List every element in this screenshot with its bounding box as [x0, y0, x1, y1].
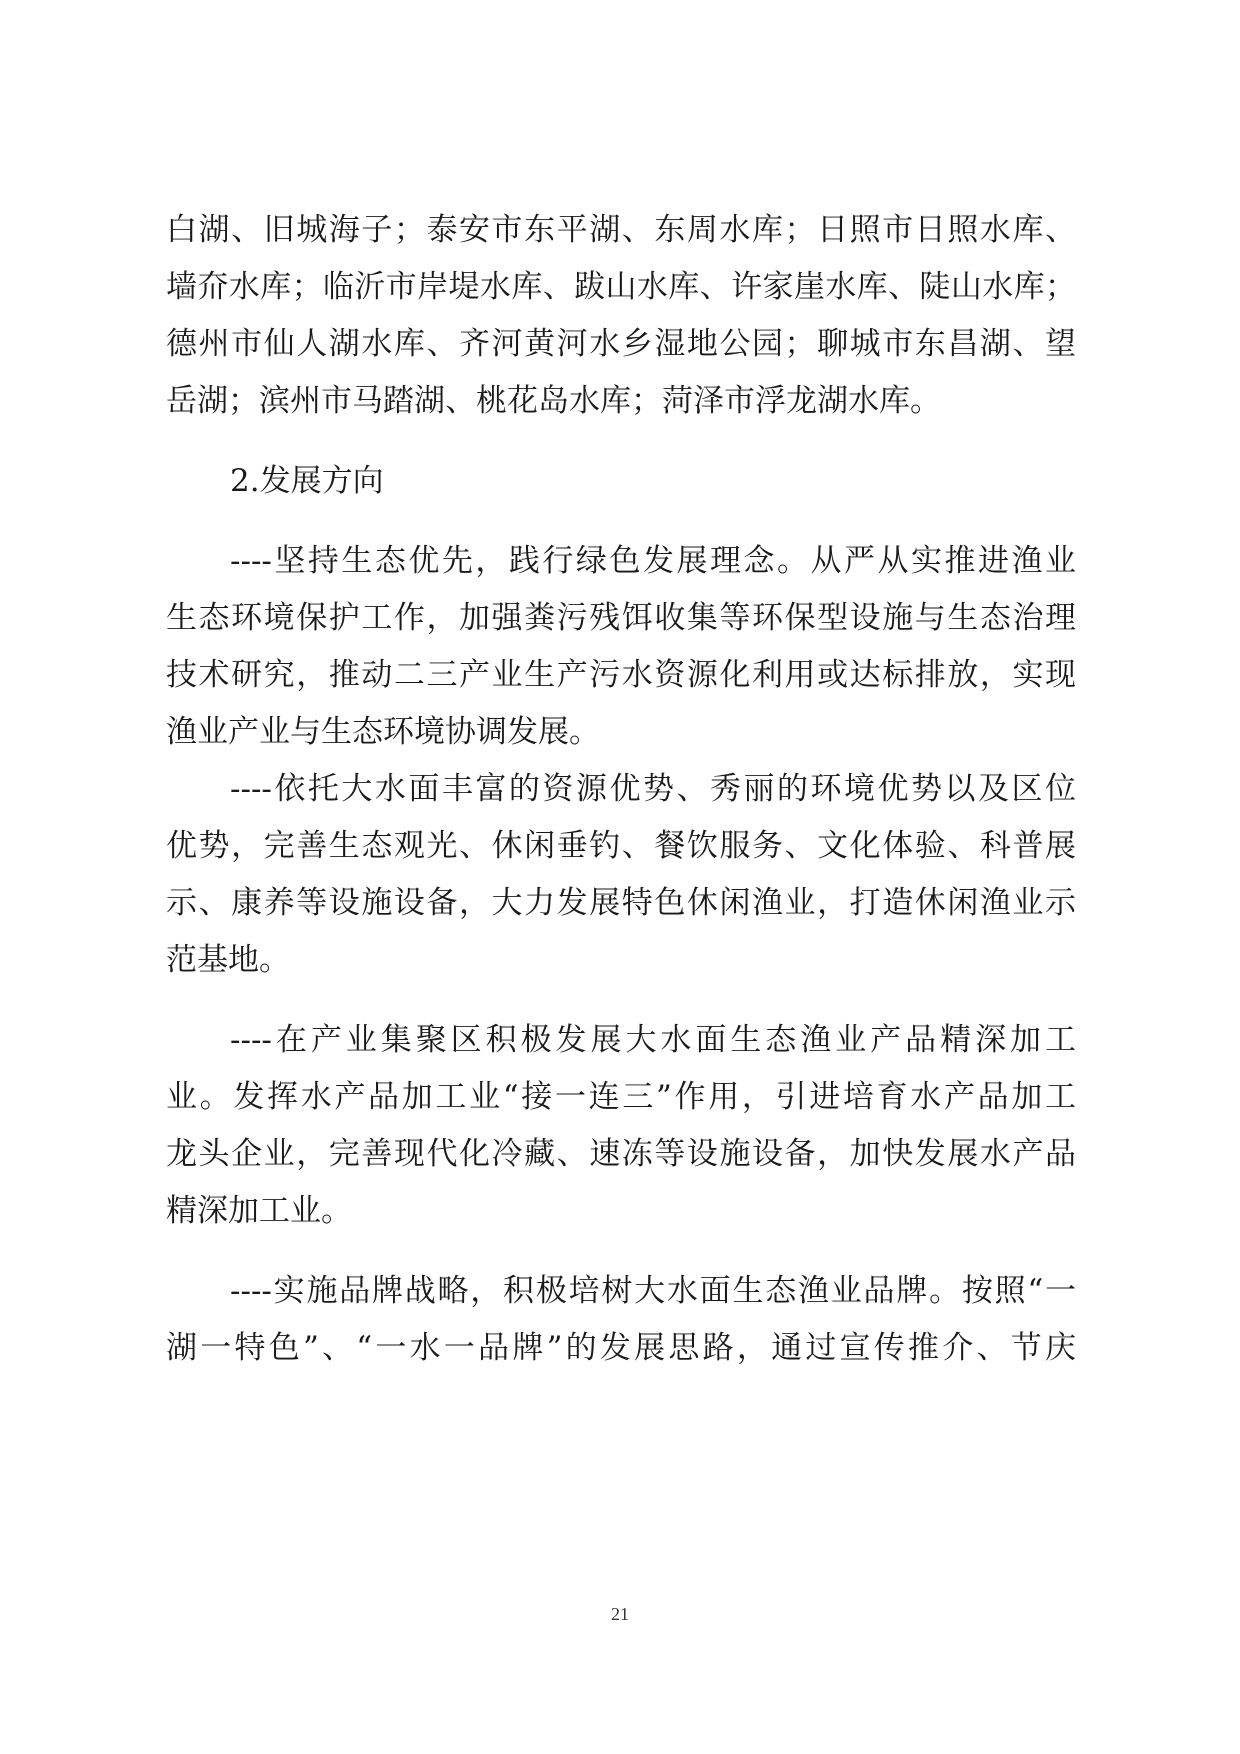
body-text-line: 岳湖；滨州市马踏湖、桃花岛水库；菏泽市浮龙湖水库。	[166, 383, 941, 419]
body-text-line: 精深加工业。	[166, 1193, 352, 1229]
body-text-line: 湖一特色”、“一水一品牌”的发展思路，通过宣传推介、节庆	[166, 1330, 1076, 1366]
body-text-line: ----依托大水面丰富的资源优势、秀丽的环境优势以及区位	[230, 771, 1076, 807]
body-text-line: 示、康养等设施设备，大力发展特色休闲渔业，打造休闲渔业示	[166, 885, 1076, 921]
body-text-line: 德州市仙人湖水库、齐河黄河水乡湿地公园；聊城市东昌湖、望	[166, 326, 1076, 362]
body-text-line: 技术研究，推动二三产业生产污水资源化利用或达标排放，实现	[166, 657, 1076, 693]
section-heading: 2.发展方向	[230, 463, 384, 499]
body-text-line: ----实施品牌战略，积极培树大水面生态渔业品牌。按照“一	[230, 1273, 1076, 1309]
page-number: 21	[611, 1604, 629, 1624]
body-text-line: 白湖、旧城海子；泰安市东平湖、东周水库；日照市日照水库、	[166, 212, 1076, 248]
body-text-line: 优势，完善生态观光、休闲垂钓、餐饮服务、文化体验、科普展	[166, 828, 1076, 864]
body-text-line: ----坚持生态优先，践行绿色发展理念。从严从实推进渔业	[230, 543, 1076, 579]
body-text-line: 墙夼水库；临沂市岸堤水库、跋山水库、许家崖水库、陡山水库；	[166, 269, 1076, 305]
body-text-line: 龙头企业，完善现代化冷藏、速冻等设施设备，加快发展水产品	[166, 1136, 1076, 1172]
body-text-line: 渔业产业与生态环境协调发展。	[166, 714, 600, 750]
body-text-line: ----在产业集聚区积极发展大水面生态渔业产品精深加工	[230, 1022, 1076, 1058]
body-text-line: 范基地。	[166, 942, 290, 978]
body-text-line: 生态环境保护工作，加强粪污残饵收集等环保型设施与生态治理	[166, 600, 1076, 636]
body-text-line: 业。发挥水产品加工业“接一连三”作用，引进培育水产品加工	[166, 1079, 1076, 1115]
